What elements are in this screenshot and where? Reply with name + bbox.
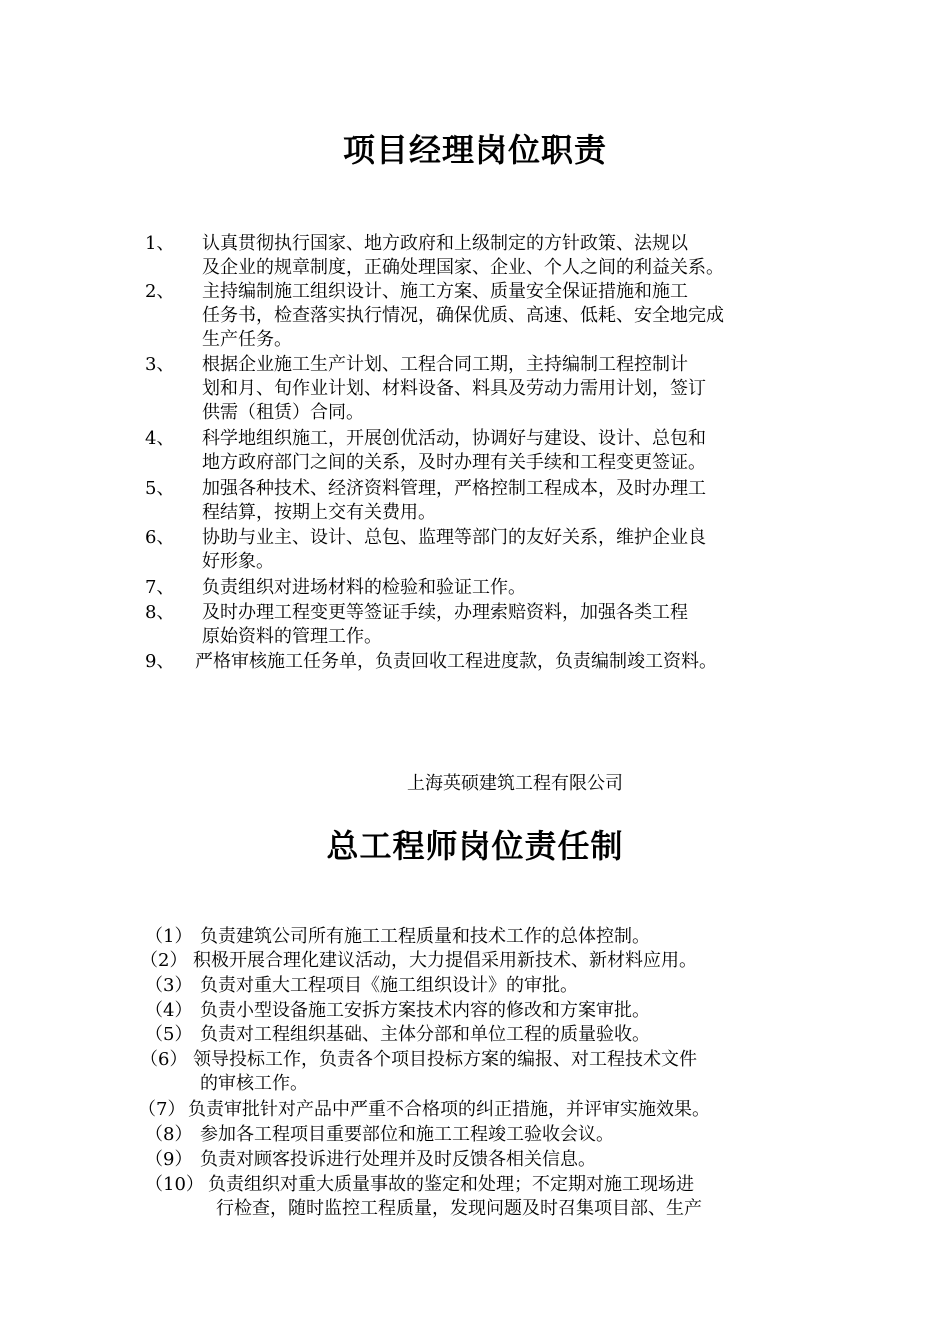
item-text-line: 负责审批针对产品中严重不合格项的纠正措施，并评审实施效果。	[188, 1099, 710, 1120]
item-number: 9、	[145, 651, 175, 672]
item-number: 8、	[145, 602, 175, 623]
item-text-line: 生产任务。	[202, 329, 292, 350]
item-number: 7、	[145, 577, 175, 598]
item-text-line: 任务书，检查落实执行情况，确保优质、高速、低耗、安全地完成	[202, 305, 724, 326]
item-text-line: 供需（租赁）合同。	[202, 402, 364, 423]
item-text-line: 加强各种技术、经济资料管理，严格控制工程成本，及时办理工	[202, 478, 706, 499]
item-number: （5）	[145, 1024, 193, 1045]
item-text-line: 的审核工作。	[200, 1073, 308, 1094]
item-text-line: 好形象。	[202, 551, 274, 572]
item-number: 5、	[145, 478, 175, 499]
item-text-line: 主持编制施工组织设计、施工方案、质量安全保证措施和施工	[202, 281, 688, 302]
section2-title: 总工程师岗位责任制	[326, 827, 624, 865]
item-number: （7）	[138, 1099, 186, 1120]
item-text-line: 严格审核施工任务单，负责回收工程进度款，负责编制竣工资料。	[195, 651, 717, 672]
item-number: （3）	[145, 975, 193, 996]
item-number: （6）	[140, 1049, 188, 1070]
company-name: 上海英硕建筑工程有限公司	[407, 773, 623, 794]
item-number: （1）	[145, 926, 193, 947]
item-number: 1、	[145, 233, 175, 254]
item-text-line: 负责小型设备施工安拆方案技术内容的修改和方案审批。	[200, 1000, 650, 1021]
item-number: 3、	[145, 354, 175, 375]
item-text-line: 负责对重大工程项目《施工组织设计》的审批。	[200, 975, 578, 996]
item-text-line: 及企业的规章制度，正确处理国家、企业、个人之间的利益关系。	[202, 257, 724, 278]
item-text-line: 领导投标工作，负责各个项目投标方案的编报、对工程技术文件	[193, 1049, 697, 1070]
item-text-line: 根据企业施工生产计划、工程合同工期，主持编制工程控制计	[202, 354, 688, 375]
item-number: （4）	[145, 1000, 193, 1021]
item-text-line: 原始资料的管理工作。	[202, 626, 382, 647]
item-text-line: 行检查，随时监控工程质量，发现问题及时召集项目部、生产	[216, 1198, 702, 1219]
item-text-line: 协助与业主、设计、总包、监理等部门的友好关系，维护企业良	[202, 527, 706, 548]
item-number: 4、	[145, 428, 175, 449]
item-number: 6、	[145, 527, 175, 548]
section1-title: 项目经理岗位职责	[342, 131, 607, 169]
item-text-line: 地方政府部门之间的关系，及时办理有关手续和工程变更签证。	[202, 452, 706, 473]
item-number: （2）	[140, 950, 188, 971]
item-text-line: 负责组织对进场材料的检验和验证工作。	[202, 577, 526, 598]
item-text-line: 认真贯彻执行国家、地方政府和上级制定的方针政策、法规以	[202, 233, 688, 254]
item-text-line: 负责组织对重大质量事故的鉴定和处理；不定期对施工现场进	[208, 1174, 694, 1195]
item-number: （8）	[145, 1124, 193, 1145]
item-text-line: 负责对顾客投诉进行处理并及时反馈各相关信息。	[200, 1149, 596, 1170]
item-text-line: 科学地组织施工，开展创优活动，协调好与建设、设计、总包和	[202, 428, 706, 449]
item-text-line: 及时办理工程变更等签证手续，办理索赔资料，加强各类工程	[202, 602, 688, 623]
item-number: （10）	[145, 1174, 204, 1195]
item-number: （9）	[145, 1149, 193, 1170]
item-number: 2、	[145, 281, 175, 302]
item-text-line: 积极开展合理化建议活动，大力提倡采用新技术、新材料应用。	[193, 950, 697, 971]
item-text-line: 参加各工程项目重要部位和施工工程竣工验收会议。	[200, 1124, 614, 1145]
item-text-line: 程结算，按期上交有关费用。	[202, 502, 436, 523]
item-text-line: 负责建筑公司所有施工工程质量和技术工作的总体控制。	[200, 926, 650, 947]
item-text-line: 负责对工程组织基础、主体分部和单位工程的质量验收。	[200, 1024, 650, 1045]
item-text-line: 划和月、旬作业计划、材料设备、料具及劳动力需用计划，签订	[202, 378, 706, 399]
